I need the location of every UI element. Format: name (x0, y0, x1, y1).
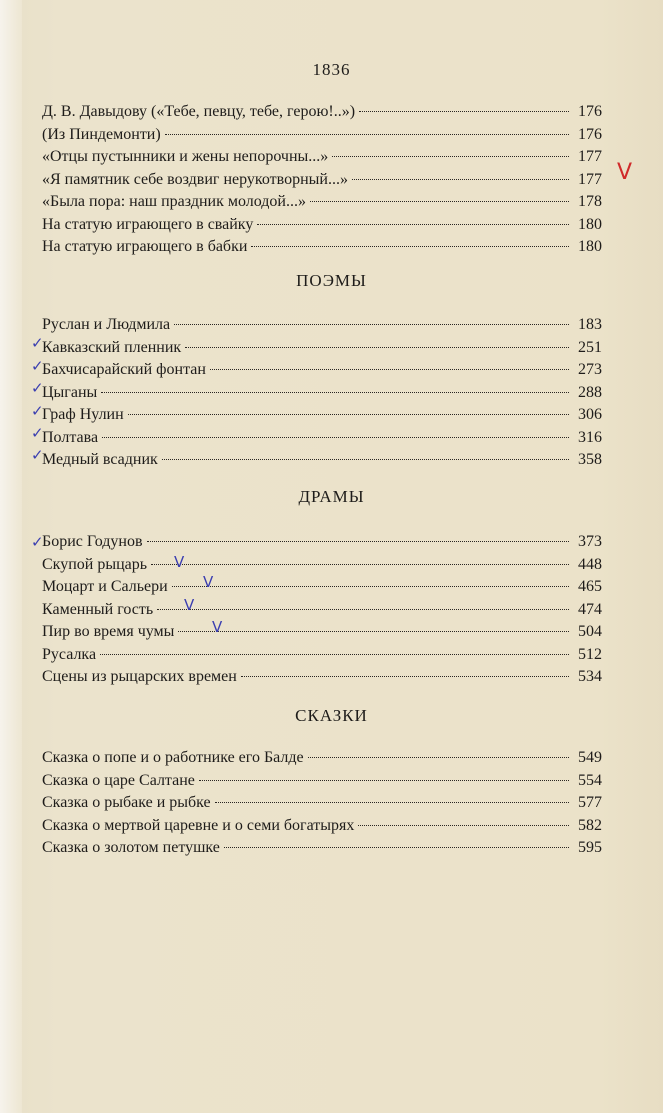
entry-page-number: 595 (578, 839, 602, 856)
entry-page-number: 373 (578, 533, 602, 550)
entry-title: Бахчисарайский фонтан (42, 361, 206, 378)
toc-dramy (42, 531, 602, 689)
entry-title: Русалка (42, 645, 97, 663)
dot-leader (308, 757, 569, 758)
entry-page-number: 534 (578, 668, 602, 685)
bleed-through-area (250, 860, 420, 980)
entry-title: Сцены из рыцарских времен (42, 668, 237, 685)
entry-page-number: 288 (578, 383, 602, 401)
entry-title: Сказка о золотом петушке (42, 839, 220, 856)
entry-page-number: 180 (578, 215, 602, 233)
poemy-entry (42, 404, 602, 427)
skazki-entry (42, 792, 602, 815)
skazki-entry (42, 770, 602, 793)
entry-page-number: 176 (578, 125, 602, 143)
dramy-entry (42, 618, 602, 644)
entry-title: Сказка о рыбаке и рыбке (42, 794, 211, 811)
entry-title: Скупой рыцарь (42, 555, 148, 573)
entry-title: Сказка о попе и о работнике его Балде (42, 749, 304, 766)
entry-page-number: 183 (578, 316, 602, 333)
dot-leader (310, 201, 569, 202)
entry-title: Медный всадник (42, 451, 158, 468)
entry-title: Сказка о царе Салтане (42, 771, 195, 789)
dot-leader (174, 324, 569, 325)
section-title-poemy: ПОЭМЫ (296, 271, 367, 290)
check-mark-boris-godunov: ✓ (31, 533, 44, 551)
section-title-dramy: ДРАМЫ (298, 487, 365, 506)
dot-leader (251, 246, 569, 247)
toc-poemy (42, 314, 602, 472)
dot-leader (102, 437, 569, 438)
dot-leader (157, 609, 569, 610)
red-check-mark: V (617, 160, 633, 185)
entry-page-number: 474 (578, 600, 602, 618)
skazki-entry (42, 815, 602, 838)
entry-page-number: 465 (578, 578, 602, 595)
check-mark-kavkazsky: ✓ (31, 334, 44, 352)
poem-1836-entry (42, 236, 602, 259)
v-mark-pir-vo-vremya: V (212, 618, 223, 636)
entry-page-number: 316 (578, 428, 602, 446)
entry-title: Пир во время чумы (42, 623, 175, 640)
dot-leader (210, 369, 569, 370)
dot-leader (352, 179, 569, 180)
section-title-skazki: СКАЗКИ (295, 706, 368, 725)
entry-title: «Была пора: наш праздник молодой...» (42, 193, 306, 210)
poemy-entry (42, 449, 602, 472)
entry-page-number: 512 (578, 645, 602, 663)
entry-title: Моцарт и Сальери (42, 578, 168, 595)
check-mark-medny-vsadnik: ✓ (31, 446, 44, 464)
dot-leader (224, 847, 569, 848)
entry-title: «Отцы пустынники и жены непорочны...» (42, 148, 329, 165)
dot-leader (241, 676, 569, 677)
entry-title: Д. В. Давыдову («Тебе, певцу, тебе, герою!..») (42, 103, 356, 120)
check-mark-bakhchisaray: ✓ (31, 357, 44, 375)
entry-title: Борис Годунов (42, 533, 143, 550)
dramy-entry (42, 531, 602, 554)
entry-page-number: 273 (578, 361, 602, 378)
poemy-entry (42, 337, 602, 360)
entry-title: Полтава (42, 428, 99, 446)
entry-page-number: 582 (578, 816, 602, 834)
entry-page-number: 180 (578, 238, 602, 255)
entry-title: Кавказский пленник (42, 338, 182, 356)
poemy-entry (42, 359, 602, 382)
page-gutter (0, 0, 22, 1113)
entry-page-number: 549 (578, 749, 602, 766)
poem-1836-entry (42, 214, 602, 237)
v-mark-kamenny-gost: V (184, 596, 195, 614)
dot-leader (332, 156, 569, 157)
poemy-entry (42, 314, 602, 337)
dot-leader (199, 780, 569, 781)
entry-page-number: 251 (578, 338, 602, 356)
entry-title: (Из Пиндемонти) (42, 125, 161, 143)
dramy-entry (42, 596, 602, 622)
v-mark-motsart: V (203, 573, 214, 591)
dot-leader (162, 459, 569, 460)
skazki-entry (42, 747, 602, 770)
entry-page-number: 177 (578, 148, 602, 165)
entry-title: На статую играющего в бабки (42, 238, 248, 255)
check-mark-tsygany: ✓ (31, 379, 44, 397)
poem-1836-entry (42, 124, 602, 147)
v-mark-skupoy-rytsar: V (174, 553, 185, 571)
poem-1836-entry (42, 146, 602, 169)
entry-title: На статую играющего в свайку (42, 215, 254, 233)
entry-page-number: 448 (578, 555, 602, 573)
entry-title: Граф Нулин (42, 406, 124, 423)
check-mark-poltava: ✓ (31, 424, 44, 442)
dramy-entry (42, 644, 602, 667)
toc-skazki (42, 747, 602, 860)
entry-title: «Я памятник себе воздвиг нерукотворный...» (42, 170, 348, 188)
dramy-entry (42, 554, 602, 577)
poemy-entry (42, 427, 602, 450)
skazki-entry (42, 837, 602, 860)
dot-leader (172, 586, 569, 587)
poem-1836-entry (42, 191, 602, 214)
entry-page-number: 554 (578, 771, 602, 789)
dot-leader (185, 347, 569, 348)
dot-leader (359, 111, 569, 112)
entry-page-number: 178 (578, 193, 602, 210)
entry-title: Руслан и Людмила (42, 316, 171, 333)
check-mark-graf-nulin: ✓ (31, 402, 44, 420)
entry-page-number: 176 (578, 103, 602, 120)
dot-leader (215, 802, 569, 803)
poem-1836-entry (42, 169, 602, 192)
entry-title: Сказка о мертвой царевне и о семи богатырях (42, 816, 355, 834)
dot-leader (151, 564, 569, 565)
year-heading: 1836 (312, 60, 351, 79)
entry-page-number: 504 (578, 623, 602, 640)
dramy-entry (42, 573, 602, 599)
entry-page-number: 577 (578, 794, 602, 811)
entry-title: Каменный гость (42, 600, 154, 618)
dot-leader (178, 631, 569, 632)
dot-leader (101, 392, 569, 393)
dramy-entry (42, 666, 602, 689)
poemy-entry (42, 382, 602, 405)
dot-leader (100, 654, 569, 655)
entry-page-number: 306 (578, 406, 602, 423)
dot-leader (128, 414, 569, 415)
entry-title: Цыганы (42, 383, 98, 401)
poem-1836-entry (42, 101, 602, 124)
dot-leader (358, 825, 569, 826)
dot-leader (165, 134, 569, 135)
toc-1836 (42, 101, 602, 259)
dot-leader (147, 541, 570, 542)
dot-leader (257, 224, 569, 225)
entry-page-number: 177 (578, 170, 602, 188)
entry-page-number: 358 (578, 451, 602, 468)
